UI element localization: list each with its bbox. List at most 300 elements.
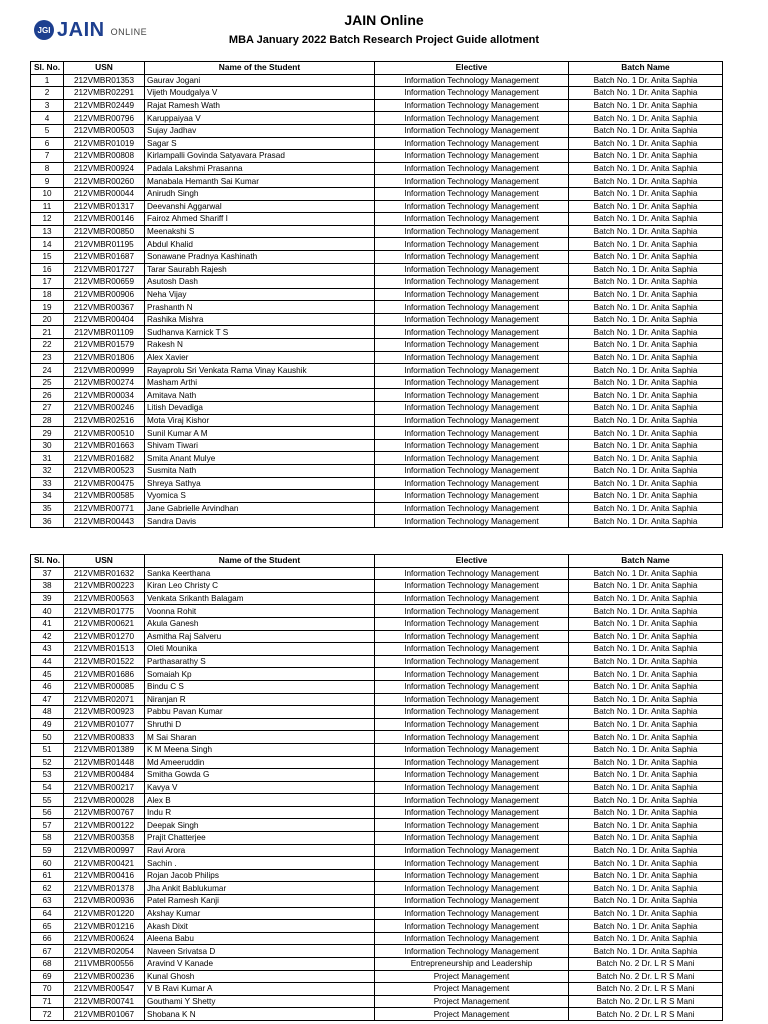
cell-sl-no: 47 <box>31 693 64 706</box>
cell-sl-no: 27 <box>31 402 64 415</box>
table-row <box>31 655 723 668</box>
table-row <box>31 502 723 515</box>
cell-elective: Information Technology Management <box>375 706 569 719</box>
cell-usn: 212VMBR00850 <box>64 225 145 238</box>
cell-sl-no: 62 <box>31 882 64 895</box>
cell-sl-no: 38 <box>31 580 64 593</box>
cell-elective: Information Technology Management <box>375 112 569 125</box>
document-title: JAIN Online <box>344 12 424 28</box>
cell-batch-name: Batch No. 1 Dr. Anita Saphia <box>569 427 723 440</box>
cell-elective: Information Technology Management <box>375 200 569 213</box>
cell-sl-no: 50 <box>31 731 64 744</box>
table-row <box>31 907 723 920</box>
cell-sl-no: 70 <box>31 983 64 996</box>
cell-batch-name: Batch No. 1 Dr. Anita Saphia <box>569 945 723 958</box>
cell-usn: 212VMBR01775 <box>64 605 145 618</box>
cell-student-name: Naveen Srivatsa D <box>145 945 375 958</box>
table-row <box>31 680 723 693</box>
cell-sl-no: 59 <box>31 844 64 857</box>
cell-sl-no: 23 <box>31 351 64 364</box>
cell-batch-name: Batch No. 2 Dr. L R S Mani <box>569 1008 723 1021</box>
cell-batch-name: Batch No. 1 Dr. Anita Saphia <box>569 731 723 744</box>
cell-sl-no: 6 <box>31 137 64 150</box>
cell-elective: Project Management <box>375 1008 569 1021</box>
cell-usn: 212VMBR01682 <box>64 452 145 465</box>
cell-sl-no: 64 <box>31 907 64 920</box>
cell-usn: 212VMBR02071 <box>64 693 145 706</box>
table-row <box>31 137 723 150</box>
cell-batch-name: Batch No. 1 Dr. Anita Saphia <box>569 907 723 920</box>
table-row <box>31 781 723 794</box>
cell-student-name: Vijeth Moudgalya V <box>145 87 375 100</box>
cell-student-name: Parthasarathy S <box>145 655 375 668</box>
cell-batch-name: Batch No. 1 Dr. Anita Saphia <box>569 515 723 528</box>
cell-batch-name: Batch No. 2 Dr. L R S Mani <box>569 983 723 996</box>
cell-sl-no: 37 <box>31 567 64 580</box>
cell-elective: Information Technology Management <box>375 832 569 845</box>
table-row <box>31 263 723 276</box>
cell-elective: Information Technology Management <box>375 781 569 794</box>
table-row <box>31 970 723 983</box>
cell-elective: Information Technology Management <box>375 150 569 163</box>
cell-elective: Information Technology Management <box>375 643 569 656</box>
cell-elective: Information Technology Management <box>375 137 569 150</box>
cell-usn: 212VMBR00274 <box>64 376 145 389</box>
cell-usn: 212VMBR01389 <box>64 743 145 756</box>
column-header-sl-no: Sl. No. <box>31 555 64 568</box>
table-row <box>31 213 723 226</box>
column-header-elective: Elective <box>375 62 569 75</box>
cell-student-name: Sachin . <box>145 857 375 870</box>
cell-batch-name: Batch No. 1 Dr. Anita Saphia <box>569 414 723 427</box>
allotment-table-1 <box>30 61 723 528</box>
table-row <box>31 895 723 908</box>
column-header-usn: USN <box>64 62 145 75</box>
cell-usn: 212VMBR01067 <box>64 1008 145 1021</box>
cell-elective: Information Technology Management <box>375 693 569 706</box>
cell-student-name: Smitha Gowda G <box>145 769 375 782</box>
cell-elective: Information Technology Management <box>375 162 569 175</box>
cell-elective: Information Technology Management <box>375 743 569 756</box>
cell-usn: 212VMBR00997 <box>64 844 145 857</box>
cell-elective: Information Technology Management <box>375 74 569 87</box>
cell-elective: Information Technology Management <box>375 907 569 920</box>
cell-student-name: Prajit Chatterjee <box>145 832 375 845</box>
cell-elective: Information Technology Management <box>375 920 569 933</box>
table-row <box>31 567 723 580</box>
table-row <box>31 706 723 719</box>
cell-batch-name: Batch No. 1 Dr. Anita Saphia <box>569 263 723 276</box>
cell-student-name: Shobana K N <box>145 1008 375 1021</box>
cell-elective: Information Technology Management <box>375 339 569 352</box>
cell-sl-no: 3 <box>31 99 64 112</box>
column-header-elective: Elective <box>375 555 569 568</box>
table-row <box>31 743 723 756</box>
cell-elective: Information Technology Management <box>375 718 569 731</box>
cell-student-name: Prashanth N <box>145 301 375 314</box>
cell-elective: Information Technology Management <box>375 756 569 769</box>
cell-usn: 212VMBR00503 <box>64 124 145 137</box>
cell-student-name: Fairoz Ahmed Shariff I <box>145 213 375 226</box>
table-row <box>31 832 723 845</box>
table-row <box>31 339 723 352</box>
cell-batch-name: Batch No. 1 Dr. Anita Saphia <box>569 87 723 100</box>
cell-student-name: Rakesh N <box>145 339 375 352</box>
cell-student-name: Shreya Sathya <box>145 477 375 490</box>
table-row <box>31 112 723 125</box>
cell-elective: Information Technology Management <box>375 124 569 137</box>
cell-batch-name: Batch No. 1 Dr. Anita Saphia <box>569 502 723 515</box>
cell-sl-no: 16 <box>31 263 64 276</box>
cell-sl-no: 40 <box>31 605 64 618</box>
cell-batch-name: Batch No. 1 Dr. Anita Saphia <box>569 832 723 845</box>
cell-elective: Information Technology Management <box>375 175 569 188</box>
cell-batch-name: Batch No. 1 Dr. Anita Saphia <box>569 781 723 794</box>
table-row <box>31 580 723 593</box>
cell-student-name: Akshay Kumar <box>145 907 375 920</box>
cell-elective: Information Technology Management <box>375 668 569 681</box>
cell-student-name: Bindu C S <box>145 680 375 693</box>
cell-batch-name: Batch No. 1 Dr. Anita Saphia <box>569 869 723 882</box>
cell-usn: 212VMBR00260 <box>64 175 145 188</box>
table-row <box>31 693 723 706</box>
cell-elective: Information Technology Management <box>375 794 569 807</box>
table-row <box>31 452 723 465</box>
cell-student-name: Litish Devadiga <box>145 402 375 415</box>
cell-batch-name: Batch No. 1 Dr. Anita Saphia <box>569 794 723 807</box>
cell-usn: 212VMBR00146 <box>64 213 145 226</box>
table-row <box>31 983 723 996</box>
cell-elective: Information Technology Management <box>375 87 569 100</box>
cell-student-name: Akash Dixit <box>145 920 375 933</box>
cell-student-name: Kirlampalli Govinda Satyavara Prasad <box>145 150 375 163</box>
cell-elective: Information Technology Management <box>375 630 569 643</box>
table-row <box>31 932 723 945</box>
cell-sl-no: 26 <box>31 389 64 402</box>
cell-usn: 212VMBR01663 <box>64 439 145 452</box>
cell-usn: 212VMBR00475 <box>64 477 145 490</box>
cell-usn: 212VMBR00936 <box>64 895 145 908</box>
cell-usn: 212VMBR00416 <box>64 869 145 882</box>
table-row <box>31 351 723 364</box>
cell-elective: Information Technology Management <box>375 769 569 782</box>
table-row <box>31 439 723 452</box>
table-row <box>31 958 723 971</box>
cell-batch-name: Batch No. 1 Dr. Anita Saphia <box>569 465 723 478</box>
cell-student-name: Rajat Ramesh Wath <box>145 99 375 112</box>
cell-sl-no: 53 <box>31 769 64 782</box>
cell-elective: Information Technology Management <box>375 592 569 605</box>
cell-sl-no: 8 <box>31 162 64 175</box>
cell-student-name: Vyomica S <box>145 490 375 503</box>
cell-sl-no: 18 <box>31 288 64 301</box>
cell-usn: 212VMBR02054 <box>64 945 145 958</box>
table-row <box>31 490 723 503</box>
cell-batch-name: Batch No. 1 Dr. Anita Saphia <box>569 112 723 125</box>
table-row <box>31 87 723 100</box>
cell-usn: 212VMBR01353 <box>64 74 145 87</box>
cell-sl-no: 29 <box>31 427 64 440</box>
cell-usn: 212VMBR02449 <box>64 99 145 112</box>
table-row <box>31 1008 723 1021</box>
cell-sl-no: 46 <box>31 680 64 693</box>
cell-sl-no: 69 <box>31 970 64 983</box>
cell-batch-name: Batch No. 1 Dr. Anita Saphia <box>569 99 723 112</box>
cell-sl-no: 14 <box>31 238 64 251</box>
cell-student-name: Padala Lakshmi Prasanna <box>145 162 375 175</box>
cell-sl-no: 61 <box>31 869 64 882</box>
cell-student-name: Niranjan R <box>145 693 375 706</box>
table-row <box>31 150 723 163</box>
cell-batch-name: Batch No. 1 Dr. Anita Saphia <box>569 592 723 605</box>
cell-sl-no: 57 <box>31 819 64 832</box>
table-row <box>31 250 723 263</box>
cell-sl-no: 49 <box>31 718 64 731</box>
cell-batch-name: Batch No. 1 Dr. Anita Saphia <box>569 920 723 933</box>
cell-elective: Information Technology Management <box>375 414 569 427</box>
cell-elective: Information Technology Management <box>375 655 569 668</box>
cell-student-name: Asutosh Dash <box>145 276 375 289</box>
cell-batch-name: Batch No. 1 Dr. Anita Saphia <box>569 932 723 945</box>
cell-elective: Information Technology Management <box>375 932 569 945</box>
cell-usn: 212VMBR01687 <box>64 250 145 263</box>
table-row <box>31 668 723 681</box>
cell-usn: 212VMBR01220 <box>64 907 145 920</box>
cell-student-name: Shruthi D <box>145 718 375 731</box>
cell-usn: 212VMBR00028 <box>64 794 145 807</box>
cell-usn: 212VMBR01632 <box>64 567 145 580</box>
table-row <box>31 945 723 958</box>
cell-elective: Information Technology Management <box>375 250 569 263</box>
cell-sl-no: 9 <box>31 175 64 188</box>
cell-batch-name: Batch No. 2 Dr. L R S Mani <box>569 970 723 983</box>
cell-elective: Information Technology Management <box>375 882 569 895</box>
cell-elective: Information Technology Management <box>375 225 569 238</box>
column-header-student-name: Name of the Student <box>145 555 375 568</box>
cell-sl-no: 24 <box>31 364 64 377</box>
cell-batch-name: Batch No. 2 Dr. L R S Mani <box>569 958 723 971</box>
cell-batch-name: Batch No. 1 Dr. Anita Saphia <box>569 150 723 163</box>
table-row <box>31 794 723 807</box>
cell-student-name: Rayaprolu Sri Venkata Rama Vinay Kaushik <box>145 364 375 377</box>
cell-batch-name: Batch No. 1 Dr. Anita Saphia <box>569 630 723 643</box>
cell-usn: 212VMBR01522 <box>64 655 145 668</box>
cell-sl-no: 10 <box>31 187 64 200</box>
cell-usn: 212VMBR00034 <box>64 389 145 402</box>
cell-sl-no: 67 <box>31 945 64 958</box>
cell-elective: Information Technology Management <box>375 376 569 389</box>
cell-student-name: Aleena Babu <box>145 932 375 945</box>
cell-sl-no: 22 <box>31 339 64 352</box>
table-row <box>31 124 723 137</box>
column-header-batch-name: Batch Name <box>569 555 723 568</box>
cell-batch-name: Batch No. 1 Dr. Anita Saphia <box>569 326 723 339</box>
cell-usn: 212VMBR00999 <box>64 364 145 377</box>
cell-sl-no: 28 <box>31 414 64 427</box>
cell-elective: Information Technology Management <box>375 819 569 832</box>
cell-batch-name: Batch No. 1 Dr. Anita Saphia <box>569 857 723 870</box>
cell-usn: 212VMBR01270 <box>64 630 145 643</box>
cell-elective: Information Technology Management <box>375 869 569 882</box>
cell-sl-no: 4 <box>31 112 64 125</box>
cell-student-name: Kavya V <box>145 781 375 794</box>
table-row <box>31 225 723 238</box>
cell-elective: Information Technology Management <box>375 895 569 908</box>
cell-student-name: Deevanshi Aggarwal <box>145 200 375 213</box>
table-row <box>31 869 723 882</box>
column-header-batch-name: Batch Name <box>569 62 723 75</box>
cell-elective: Information Technology Management <box>375 326 569 339</box>
cell-usn: 212VMBR00523 <box>64 465 145 478</box>
cell-student-name: Karuppaiyaa V <box>145 112 375 125</box>
cell-usn: 212VMBR00808 <box>64 150 145 163</box>
cell-sl-no: 5 <box>31 124 64 137</box>
cell-elective: Information Technology Management <box>375 490 569 503</box>
cell-elective: Information Technology Management <box>375 515 569 528</box>
cell-batch-name: Batch No. 1 Dr. Anita Saphia <box>569 74 723 87</box>
cell-student-name: Venkata Srikanth Balagam <box>145 592 375 605</box>
cell-student-name: M Sai Sharan <box>145 731 375 744</box>
cell-student-name: Jha Ankit Bablukumar <box>145 882 375 895</box>
cell-batch-name: Batch No. 1 Dr. Anita Saphia <box>569 718 723 731</box>
cell-batch-name: Batch No. 1 Dr. Anita Saphia <box>569 238 723 251</box>
cell-elective: Information Technology Management <box>375 364 569 377</box>
cell-usn: 212VMBR00404 <box>64 313 145 326</box>
cell-batch-name: Batch No. 1 Dr. Anita Saphia <box>569 756 723 769</box>
cell-usn: 212VMBR01579 <box>64 339 145 352</box>
cell-sl-no: 45 <box>31 668 64 681</box>
cell-sl-no: 56 <box>31 806 64 819</box>
cell-student-name: Sudhanva Karnick T S <box>145 326 375 339</box>
cell-student-name: Sonawane Pradnya Kashinath <box>145 250 375 263</box>
cell-batch-name: Batch No. 1 Dr. Anita Saphia <box>569 567 723 580</box>
cell-student-name: Susmita Nath <box>145 465 375 478</box>
cell-sl-no: 36 <box>31 515 64 528</box>
table-row <box>31 389 723 402</box>
cell-batch-name: Batch No. 1 Dr. Anita Saphia <box>569 313 723 326</box>
table-row <box>31 630 723 643</box>
table-row <box>31 617 723 630</box>
table-row <box>31 819 723 832</box>
cell-usn: 212VMBR00924 <box>64 162 145 175</box>
cell-batch-name: Batch No. 1 Dr. Anita Saphia <box>569 806 723 819</box>
cell-batch-name: Batch No. 1 Dr. Anita Saphia <box>569 301 723 314</box>
cell-elective: Information Technology Management <box>375 844 569 857</box>
cell-usn: 212VMBR01448 <box>64 756 145 769</box>
table-row <box>31 995 723 1008</box>
cell-student-name: Meenakshi S <box>145 225 375 238</box>
cell-elective: Information Technology Management <box>375 452 569 465</box>
cell-student-name: Sujay Jadhav <box>145 124 375 137</box>
cell-sl-no: 1 <box>31 74 64 87</box>
cell-batch-name: Batch No. 1 Dr. Anita Saphia <box>569 844 723 857</box>
cell-usn: 212VMBR00624 <box>64 932 145 945</box>
cell-sl-no: 2 <box>31 87 64 100</box>
cell-student-name: Asmitha Raj Salveru <box>145 630 375 643</box>
cell-batch-name: Batch No. 1 Dr. Anita Saphia <box>569 743 723 756</box>
cell-usn: 212VMBR00358 <box>64 832 145 845</box>
cell-batch-name: Batch No. 1 Dr. Anita Saphia <box>569 693 723 706</box>
table-row <box>31 756 723 769</box>
column-header-student-name: Name of the Student <box>145 62 375 75</box>
cell-elective: Information Technology Management <box>375 213 569 226</box>
cell-batch-name: Batch No. 2 Dr. L R S Mani <box>569 995 723 1008</box>
cell-usn: 212VMBR00443 <box>64 515 145 528</box>
cell-batch-name: Batch No. 1 Dr. Anita Saphia <box>569 339 723 352</box>
cell-student-name: K M Meena Singh <box>145 743 375 756</box>
table-row <box>31 238 723 251</box>
table-row <box>31 465 723 478</box>
logo-suffix-text: ONLINE <box>110 27 148 37</box>
cell-batch-name: Batch No. 1 Dr. Anita Saphia <box>569 452 723 465</box>
cell-elective: Information Technology Management <box>375 502 569 515</box>
cell-sl-no: 15 <box>31 250 64 263</box>
cell-elective: Information Technology Management <box>375 857 569 870</box>
cell-batch-name: Batch No. 1 Dr. Anita Saphia <box>569 706 723 719</box>
cell-elective: Information Technology Management <box>375 187 569 200</box>
cell-elective: Information Technology Management <box>375 477 569 490</box>
cell-batch-name: Batch No. 1 Dr. Anita Saphia <box>569 617 723 630</box>
cell-elective: Information Technology Management <box>375 465 569 478</box>
cell-elective: Information Technology Management <box>375 351 569 364</box>
cell-usn: 212VMBR02516 <box>64 414 145 427</box>
cell-usn: 212VMBR00236 <box>64 970 145 983</box>
table-row <box>31 162 723 175</box>
cell-elective: Information Technology Management <box>375 806 569 819</box>
cell-student-name: Deepak Singh <box>145 819 375 832</box>
cell-student-name: Ravi Arora <box>145 844 375 857</box>
cell-sl-no: 39 <box>31 592 64 605</box>
cell-usn: 212VMBR01077 <box>64 718 145 731</box>
cell-batch-name: Batch No. 1 Dr. Anita Saphia <box>569 175 723 188</box>
cell-elective: Information Technology Management <box>375 427 569 440</box>
cell-sl-no: 51 <box>31 743 64 756</box>
table-row <box>31 99 723 112</box>
cell-usn: 212VMBR01806 <box>64 351 145 364</box>
cell-usn: 212VMBR00659 <box>64 276 145 289</box>
cell-usn: 212VMBR01378 <box>64 882 145 895</box>
cell-batch-name: Batch No. 1 Dr. Anita Saphia <box>569 187 723 200</box>
cell-student-name: Pabbu Pavan Kumar <box>145 706 375 719</box>
cell-batch-name: Batch No. 1 Dr. Anita Saphia <box>569 490 723 503</box>
cell-elective: Information Technology Management <box>375 567 569 580</box>
cell-student-name: Md Ameeruddin <box>145 756 375 769</box>
cell-student-name: Gaurav Jogani <box>145 74 375 87</box>
jgi-logo-mark: JGI <box>34 20 54 40</box>
cell-student-name: Sanka Keerthana <box>145 567 375 580</box>
table-row <box>31 376 723 389</box>
cell-batch-name: Batch No. 1 Dr. Anita Saphia <box>569 276 723 289</box>
cell-student-name: Kiran Leo Christy C <box>145 580 375 593</box>
cell-sl-no: 63 <box>31 895 64 908</box>
cell-batch-name: Batch No. 1 Dr. Anita Saphia <box>569 351 723 364</box>
cell-student-name: Shivam Tiwari <box>145 439 375 452</box>
cell-usn: 212VMBR00085 <box>64 680 145 693</box>
cell-sl-no: 25 <box>31 376 64 389</box>
cell-usn: 212VMBR01216 <box>64 920 145 933</box>
cell-student-name: Alex Xavier <box>145 351 375 364</box>
table-row <box>31 313 723 326</box>
cell-batch-name: Batch No. 1 Dr. Anita Saphia <box>569 668 723 681</box>
cell-elective: Information Technology Management <box>375 605 569 618</box>
table-row <box>31 806 723 819</box>
cell-batch-name: Batch No. 1 Dr. Anita Saphia <box>569 769 723 782</box>
cell-batch-name: Batch No. 1 Dr. Anita Saphia <box>569 882 723 895</box>
cell-batch-name: Batch No. 1 Dr. Anita Saphia <box>569 225 723 238</box>
cell-usn: 212VMBR00796 <box>64 112 145 125</box>
table-row <box>31 427 723 440</box>
cell-elective: Project Management <box>375 983 569 996</box>
